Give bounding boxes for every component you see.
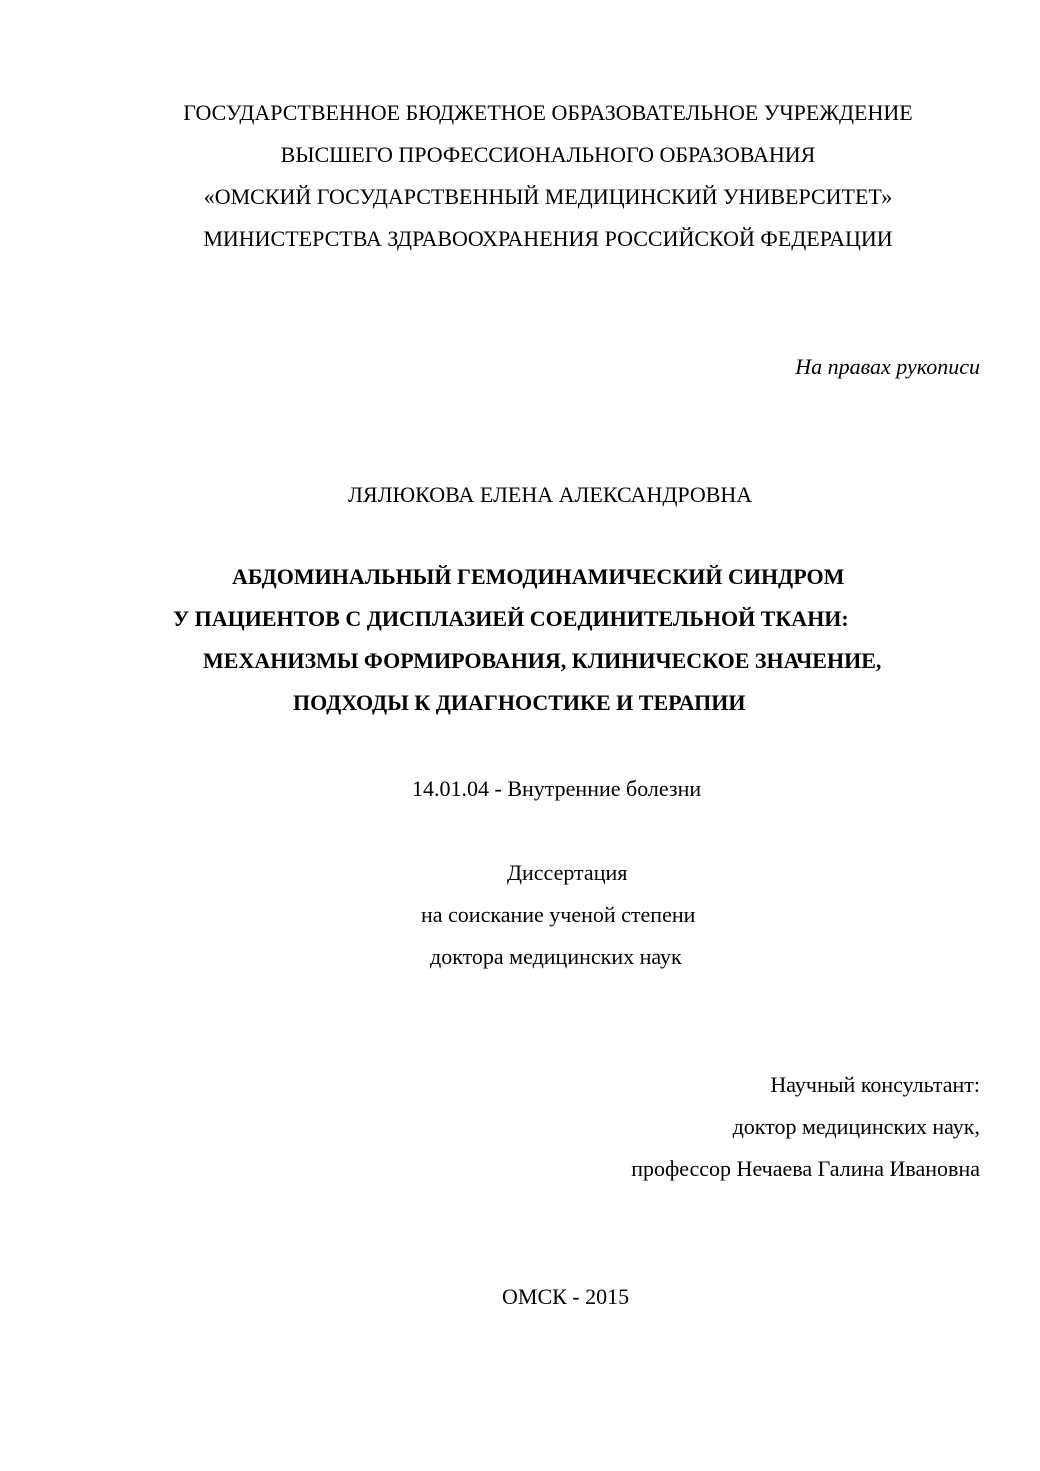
institution-line-3: «ОМСКИЙ ГОСУДАРСТВЕННЫЙ МЕДИЦИНСКИЙ УНИВЕРСИТЕТ» [203, 184, 893, 209]
title-line-4: ПОДХОДЫ К ДИАГНОСТИКЕ И ТЕРАПИИ [293, 690, 746, 715]
title-line-3: МЕХАНИЗМЫ ФОРМИРОВАНИЯ, КЛИНИЧЕСКОЕ ЗНАЧЕНИЕ, [203, 648, 882, 673]
title-line-1: АБДОМИНАЛЬНЫЙ ГЕМОДИНАМИЧЕСКИЙ СИНДРОМ [232, 564, 845, 589]
institution-line-2: ВЫСШЕГО ПРОФЕССИОНАЛЬНОГО ОБРАЗОВАНИЯ [280, 142, 816, 167]
degree-line-1: Диссертация [507, 860, 628, 885]
author-name: ЛЯЛЮКОВА ЕЛЕНА АЛЕКСАНДРОВНА [348, 482, 753, 507]
institution-line-1: ГОСУДАРСТВЕННОЕ БЮДЖЕТНОЕ ОБРАЗОВАТЕЛЬНОЕ УЧРЕЖДЕНИЕ [183, 100, 913, 125]
city-year: ОМСК - 2015 [502, 1284, 630, 1309]
title-line-2: У ПАЦИЕНТОВ С ДИСПЛАЗИЕЙ СОЕДИНИТЕЛЬНОЙ ТКАНИ: [173, 606, 849, 631]
consultant-line-2: доктор медицинских наук, [732, 1114, 980, 1139]
manuscript-note: На правах рукописи [795, 354, 980, 379]
consultant-line-3: профессор Нечаева Галина Ивановна [631, 1156, 980, 1181]
degree-line-3: доктора медицинских наук [430, 944, 682, 969]
specialty-code: 14.01.04 - Внутренние болезни [412, 776, 702, 801]
institution-line-4: МИНИСТЕРСТВА ЗДРАВООХРАНЕНИЯ РОССИЙСКОЙ ФЕДЕРАЦИИ [203, 226, 893, 251]
consultant-line-1: Научный консультант: [770, 1072, 980, 1097]
degree-line-2: на соискание ученой степени [421, 902, 696, 927]
